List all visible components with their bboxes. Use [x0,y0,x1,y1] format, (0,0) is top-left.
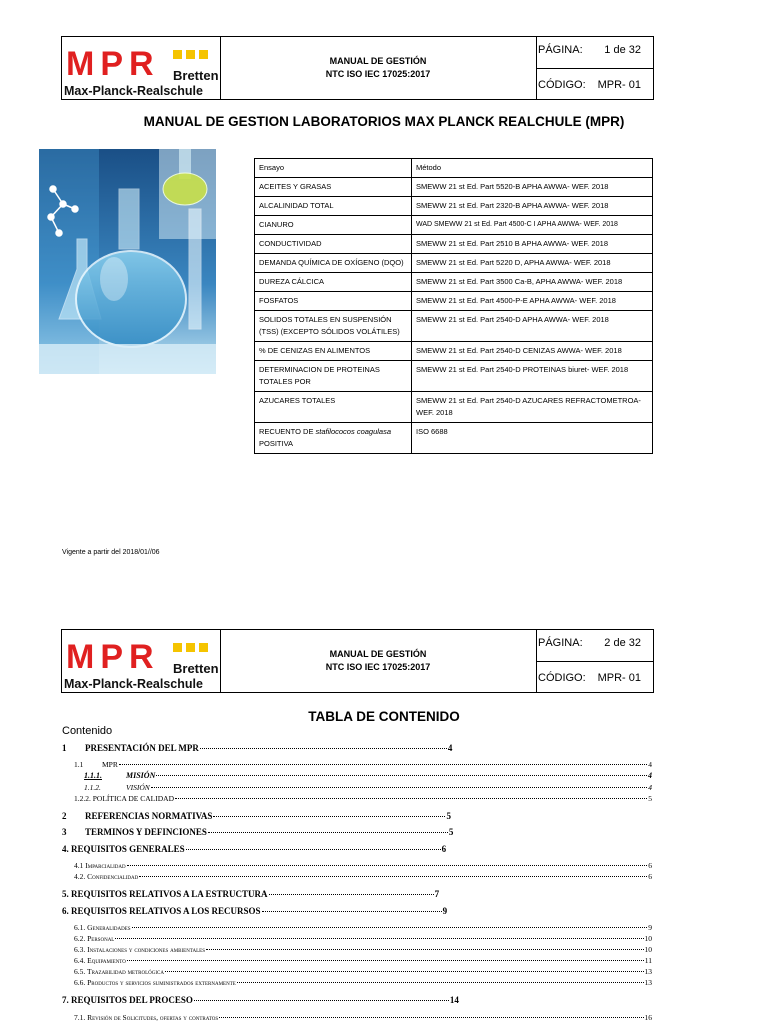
logo-letters: MPR [66,45,160,83]
toc-page: 7 [434,889,440,899]
codigo-label: CÓDIGO: [538,672,586,684]
toc-text: 6.6. Productos y servicios suministrados externamente [74,978,236,987]
mpr-logo [62,630,221,692]
toc-entry[interactable] [62,743,652,753]
toc-num: 1.1.2. [84,783,101,792]
toc-page: 11 [644,956,652,965]
toc-text: 7. REQUISITOS DEL PROCESO [62,995,193,1005]
page2-header [61,629,654,693]
toc-text: 6.2. Personal [74,934,115,943]
page-code-cell [536,630,653,692]
toc-entry[interactable] [62,827,652,837]
toc-text: MISIÓN [126,771,156,780]
ensayo-cell: FOSFATOS [255,292,412,311]
toc-entry[interactable] [62,923,652,932]
table-row [255,197,653,216]
toc-text: REFERENCIAS NORMATIVAS [85,811,213,821]
toc-page: 9 [648,923,652,932]
vigente-note: Vigente a partir del 2018/01//06 [62,549,160,556]
toc-entry[interactable] [62,844,652,854]
toc-page: 4 [648,783,652,792]
table-row [255,235,653,254]
table-row [255,423,653,454]
tests-table [254,158,653,454]
toc-entry[interactable] [62,760,652,769]
ensayo-cell: AZUCARES TOTALES [255,392,412,423]
ensayo-cell: CIANURO [255,216,412,235]
toc-page: 10 [644,934,652,943]
manual-title-cell [220,630,537,692]
toc-page: 6 [648,861,652,870]
ensayo-cell: % DE CENIZAS EN ALIMENTOS [255,342,412,361]
table-row [255,361,653,392]
toc-page: 5 [446,811,451,821]
toc-page: 5 [648,794,652,803]
ensayo-cell: ALCALINIDAD TOTAL [255,197,412,216]
toc-page: 4 [648,771,652,780]
toc-page: 16 [644,1013,652,1022]
metodo-cell: SMEWW 21 st Ed. Part 4500-P-E APHA AWWA- WEF. 2018 [412,292,653,311]
toc-page: 6 [441,844,447,854]
toc-entry[interactable] [62,794,652,803]
toc-entry[interactable] [62,967,652,976]
metodo-cell: SMEWW 21 st Ed. Part 2540-D PROTEINAS biuret- WEF. 2018 [412,361,653,392]
toc-text: 4.1 Imparcialidad [74,861,126,870]
logo-city: Bretten [173,68,219,83]
toc-text: 5. REQUISITOS RELATIVOS A LA ESTRUCTURA [62,889,268,899]
pagina-label: PÁGINA: [538,44,583,56]
toc-entry[interactable] [62,771,652,780]
toc-page: 6 [648,872,652,881]
toc-text: 6.1. Generalidades [74,923,131,932]
laboratory-glassware-image [39,149,216,374]
toc-page: 4 [447,743,453,753]
mpr-logo [62,37,221,99]
manual-line2: NTC ISO IEC 17025:2017 [325,662,431,672]
toc-entry[interactable] [62,1013,652,1022]
ensayo-italic: stafilococos coagulasa [315,427,392,436]
page1-header [61,36,654,100]
toc-text: PRESENTACIÓN DEL MPR [85,743,199,753]
toc-num: 1.1.1. [84,771,102,780]
toc-entry[interactable] [62,872,652,881]
toc-page: 4 [648,760,652,769]
pagina-value: 1 de 32 [604,44,641,56]
document-title: MANUAL DE GESTION LABORATORIOS MAX PLANCK REALCHULE (MPR) [143,114,625,129]
toc-entry[interactable] [62,956,652,965]
codigo-label: CÓDIGO: [538,79,586,91]
ensayo-prefix: RECUENTO DE [259,427,316,436]
header-metodo: Método [412,159,653,178]
toc-num: 3 [62,827,67,837]
manual-line1: MANUAL DE GESTIÓN [329,649,427,659]
table-row [255,178,653,197]
toc-entry[interactable] [62,889,652,899]
toc-num: 1 [62,743,67,753]
manual-line2: NTC ISO IEC 17025:2017 [325,69,431,79]
toc-entry[interactable] [62,783,652,792]
toc-num: 2 [62,811,67,821]
metodo-cell: SMEWW 21 st Ed. Part 2540-D APHA AWWA- WEF. 2018 [412,311,653,342]
toc-entry[interactable] [62,995,652,1005]
ensayo-cell: DETERMINACION DE PROTEINAS TOTALES POR [255,361,412,392]
toc-page: 5 [448,827,454,837]
ensayo-cell: ACEITES Y GRASAS [255,178,412,197]
table-row [255,273,653,292]
toc-page: 13 [644,967,652,976]
ensayo-cell: SOLIDOS TOTALES EN SUSPENSIÓN (TSS) (EXCEPTO SÓLIDOS VOLÁTILES) [255,311,412,342]
table-row [255,392,653,423]
toc-text: 6. REQUISITOS RELATIVOS A LOS RECURSOS [62,906,261,916]
toc-page: 9 [442,906,448,916]
ensayo-cell [255,423,412,454]
table-row [255,342,653,361]
logo-school: Max-Planck-Realschule [64,677,203,691]
toc-text: 6.5. Trazabilidad metrológica [74,967,164,976]
table-row [255,292,653,311]
codigo-value: MPR- 01 [597,672,641,684]
toc-text: TERMINOS Y DEFINCIONES [85,827,207,837]
ensayo-cell: DUREZA CÁLCICA [255,273,412,292]
manual-line1: MANUAL DE GESTIÓN [329,56,427,66]
toc-text: MPR [102,760,118,769]
metodo-cell: SMEWW 21 st Ed. Part 3500 Ca-B, APHA AWWA- WEF. 2018 [412,273,653,292]
ensayo-cell: DEMANDA QUÍMICA DE OXÍGENO (DQO) [255,254,412,273]
logo-letters: MPR [66,638,160,676]
metodo-cell: SMEWW 21 st Ed. Part 2540-D CENIZAS AWWA- WEF. 2018 [412,342,653,361]
page-code-cell [536,37,653,99]
logo-city: Bretten [173,661,219,676]
metodo-cell: SMEWW 21 st Ed. Part 2320-B APHA AWWA- WEF. 2018 [412,197,653,216]
metodo-cell: ISO 6688 [412,423,653,454]
table-row [255,216,653,235]
toc-text: 7.1. Revisión de Solicitudes, ofertas y contratos [74,1013,219,1022]
toc-entry[interactable] [62,978,652,987]
ensayo-suffix: POSITIVA [259,439,294,448]
toc-title: TABLA DE CONTENIDO [308,709,460,724]
table-row [255,311,653,342]
toc-entry[interactable] [62,945,652,954]
toc-entry[interactable] [62,934,652,943]
toc-text: 6.4. Equipamiento [74,956,126,965]
toc-page: 14 [449,995,459,1005]
pagina-value: 2 de 32 [604,637,641,649]
toc-text: 1.2.2. POLÍTICA DE CALIDAD [74,794,174,803]
codigo-value: MPR- 01 [597,79,641,91]
metodo-cell: SMEWW 21 st Ed. Part 5520-B APHA AWWA- WEF. 2018 [412,178,653,197]
pagina-label: PÁGINA: [538,637,583,649]
toc-entry[interactable] [62,906,652,916]
toc-page: 10 [644,945,652,954]
table-row [255,254,653,273]
toc-text: VISIÓN [126,783,150,792]
manual-title-cell [220,37,537,99]
toc-text: 4.2. Confidencialidad [74,872,139,881]
toc-text: 6.3. Instalaciones y condiciones ambientales [74,945,206,954]
ensayo-cell: CONDUCTIVIDAD [255,235,412,254]
toc-entry[interactable] [62,811,652,821]
contenido-label: Contenido [62,725,113,737]
logo-school: Max-Planck-Realschule [64,84,203,98]
toc-num: 1.1 [74,760,84,769]
metodo-cell: WAD SMEWW 21 st Ed. Part 4500-C I APHA AWWA- WEF. 2018 [412,216,653,235]
metodo-cell: SMEWW 21 st Ed. Part 5220 D, APHA AWWA- WEF. 2018 [412,254,653,273]
toc-page: 13 [644,978,652,987]
toc-text: 4. REQUISITOS GENERALES [62,844,185,854]
toc-entry[interactable] [62,861,652,870]
metodo-cell: SMEWW 21 st Ed. Part 2510 B APHA AWWA- WEF. 2018 [412,235,653,254]
header-ensayo: Ensayo [255,159,412,178]
metodo-cell: SMEWW 21 st Ed. Part 2540-D AZUCARES REFRACTOMETROA- WEF. 2018 [412,392,653,423]
table-header-row [255,159,653,178]
